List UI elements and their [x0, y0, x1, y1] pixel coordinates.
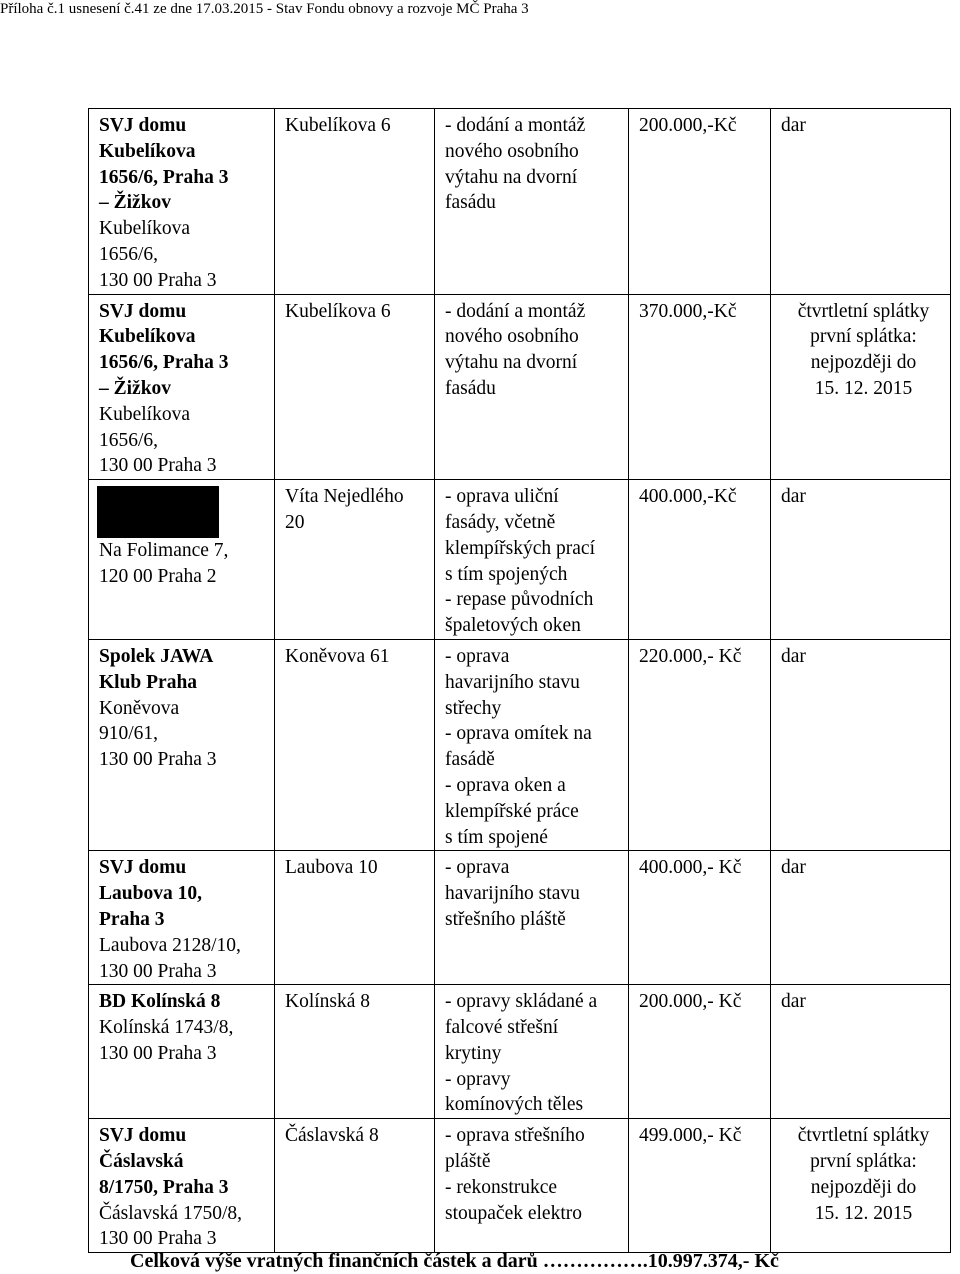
applicant-line: 130 00 Praha 3 [99, 1228, 217, 1250]
table-row [89, 294, 951, 480]
work-line: klempířských prací [445, 537, 595, 559]
work-line: - oprava [445, 857, 510, 879]
applicant-line: 1656/6, [99, 429, 159, 451]
applicant-line: Klub Praha [99, 671, 198, 693]
work-line: - oprava [445, 645, 510, 667]
fund-table [88, 108, 951, 1253]
support-form-line: dar [781, 645, 806, 667]
applicant-line: 1656/6, [99, 243, 159, 265]
table-row [89, 851, 951, 985]
work-description-cell [435, 1119, 629, 1253]
support-form-cell [771, 109, 951, 295]
work-line: - repase původních [445, 589, 594, 611]
address-line: Kubelíkova 6 [285, 300, 391, 322]
applicant-cell [89, 480, 275, 640]
applicant-line: Na Folimance 7, [99, 540, 229, 562]
applicant-line: 130 00 Praha 3 [99, 269, 217, 291]
applicant-line: Laubova 2128/10, [99, 934, 241, 956]
address-cell [275, 109, 435, 295]
address-cell [275, 294, 435, 480]
applicant-line: – Žižkov [99, 377, 172, 399]
work-line: stoupaček elektro [445, 1202, 582, 1224]
applicant-line: Laubova 10, [99, 883, 202, 905]
work-line: střechy [445, 697, 502, 719]
work-line: špaletových oken [445, 615, 581, 637]
work-line: havarijního stavu [445, 671, 580, 693]
work-line: havarijního stavu [445, 883, 580, 905]
support-form-line: první splátka: [810, 326, 917, 348]
support-form-line: 15. 12. 2015 [814, 1202, 913, 1224]
applicant-line: 130 00 Praha 3 [99, 1042, 217, 1064]
address-cell [275, 985, 435, 1119]
work-line: - opravy skládané a [445, 991, 598, 1013]
work-description-cell [435, 851, 629, 985]
applicant-cell [89, 1119, 275, 1253]
applicant-line: BD Kolínská 8 [99, 991, 221, 1013]
work-line: - oprava střešního [445, 1125, 585, 1147]
applicant-line: SVJ domu [99, 115, 187, 136]
applicant-line: – Žižkov [99, 192, 172, 214]
support-form-line: 15. 12. 2015 [814, 377, 913, 399]
applicant-line: Spolek JAWA [99, 645, 214, 667]
redaction-block [97, 486, 219, 538]
work-line: - rekonstrukce [445, 1176, 558, 1198]
amount-value: 400.000,-Kč [639, 486, 737, 508]
applicant-line: Kubelíkova [99, 218, 190, 240]
table-row [89, 109, 951, 295]
work-line: falcové střešní [445, 1017, 559, 1039]
support-form-line: dar [781, 115, 806, 136]
address-line: Laubova 10 [285, 857, 378, 879]
work-description-cell [435, 109, 629, 295]
work-line: pláště [445, 1151, 491, 1173]
applicant-line: 1656/6, Praha 3 [99, 166, 229, 188]
applicant-line: 1656/6, Praha 3 [99, 352, 229, 374]
applicant-line: Kubelíkova [99, 326, 196, 348]
work-description-cell [435, 985, 629, 1119]
work-description-cell [435, 639, 629, 850]
amount-value: 200.000,- Kč [639, 991, 742, 1013]
address-line: Víta Nejedlého [285, 486, 404, 508]
support-form-line: čtvrtletní splátky [797, 1125, 930, 1147]
amount-cell [629, 639, 771, 850]
applicant-line: Čáslavská 1750/8, [99, 1202, 242, 1224]
support-form-line: nejpozději do [810, 1176, 917, 1198]
amount-cell [629, 480, 771, 640]
applicant-cell [89, 109, 275, 295]
support-form-cell [771, 639, 951, 850]
work-line: - dodání a montáž [445, 115, 586, 136]
work-line: klempířské práce [445, 800, 579, 822]
work-line: fasádu [445, 192, 496, 214]
applicant-line: Praha 3 [99, 908, 165, 930]
support-form-cell [771, 294, 951, 480]
applicant-line: Kubelíkova [99, 140, 196, 162]
support-form-line: nejpozději do [810, 352, 917, 374]
applicant-line: SVJ domu [99, 857, 187, 879]
table-row [89, 985, 951, 1119]
work-line: výtahu na dvorní [445, 352, 578, 374]
address-cell [275, 480, 435, 640]
applicant-line: Kubelíkova [99, 403, 190, 425]
table-row [89, 1119, 951, 1253]
work-line: nového osobního [445, 140, 579, 162]
support-form-cell [771, 985, 951, 1119]
work-description-cell [435, 480, 629, 640]
amount-value: 220.000,- Kč [639, 645, 742, 667]
applicant-line: Kolínská 1743/8, [99, 1017, 234, 1039]
support-form-line: dar [781, 991, 806, 1013]
applicant-cell [89, 639, 275, 850]
applicant-line: 8/1750, Praha 3 [99, 1176, 229, 1198]
table-row [89, 639, 951, 850]
applicant-line: Koněvova [99, 697, 180, 719]
work-line: fasádě [445, 749, 495, 771]
applicant-line: SVJ domu [99, 300, 187, 322]
table-row [89, 480, 951, 640]
work-line: fasádu [445, 377, 496, 399]
work-line: - dodání a montáž [445, 300, 586, 322]
work-description-cell [435, 294, 629, 480]
address-cell [275, 1119, 435, 1253]
support-form-line: dar [781, 486, 806, 508]
address-cell [275, 851, 435, 985]
amount-cell [629, 985, 771, 1119]
applicant-cell [89, 294, 275, 480]
applicant-line: SVJ domu [99, 1125, 187, 1147]
address-line: Kubelíkova 6 [285, 115, 391, 136]
work-line: komínových těles [445, 1094, 584, 1116]
work-line: - oprava uliční [445, 486, 559, 508]
work-line: - oprava oken a [445, 774, 566, 796]
amount-cell [629, 851, 771, 985]
document-header: Příloha č.1 usnesení č.41 ze dne 17.03.2015 - Stav Fondu obnovy a rozvoje MČ Praha 3 [0, 1, 529, 17]
applicant-line: 120 00 Praha 2 [99, 565, 217, 587]
work-line: - opravy [445, 1068, 511, 1090]
applicant-cell [89, 985, 275, 1119]
amount-value: 200.000,-Kč [639, 115, 737, 136]
applicant-line: 130 00 Praha 3 [99, 455, 217, 477]
support-form-cell [771, 480, 951, 640]
address-line: 20 [285, 511, 305, 533]
amount-value: 370.000,-Kč [639, 300, 737, 322]
support-form-line: čtvrtletní splátky [797, 300, 930, 322]
applicant-line: Čáslavská [99, 1151, 184, 1173]
support-form-cell [771, 1119, 951, 1253]
amount-cell [629, 1119, 771, 1253]
applicant-line: 130 00 Praha 3 [99, 960, 217, 982]
applicant-cell [89, 851, 275, 985]
work-line: výtahu na dvorní [445, 166, 578, 188]
amount-cell [629, 294, 771, 480]
work-line: krytiny [445, 1042, 502, 1064]
work-line: - oprava omítek na [445, 723, 592, 745]
work-line: s tím spojené [445, 826, 548, 848]
amount-cell [629, 109, 771, 295]
work-line: fasády, včetně [445, 511, 556, 533]
amount-value: 499.000,- Kč [639, 1125, 742, 1147]
applicant-line: 130 00 Praha 3 [99, 749, 217, 771]
address-line: Čáslavská 8 [285, 1125, 379, 1147]
work-line: nového osobního [445, 326, 579, 348]
address-line: Koněvova 61 [285, 645, 390, 667]
applicant-line: 910/61, [99, 723, 159, 745]
support-form-cell [771, 851, 951, 985]
work-line: střešního pláště [445, 908, 566, 930]
amount-value: 400.000,- Kč [639, 857, 742, 879]
address-cell [275, 639, 435, 850]
total-summary: Celková výše vratných finančních částek a darů …………….10.997.374,- Kč [130, 1250, 779, 1272]
support-form-line: první splátka: [810, 1151, 917, 1173]
address-line: Kolínská 8 [285, 991, 371, 1013]
work-line: s tím spojených [445, 563, 568, 585]
support-form-line: dar [781, 857, 806, 879]
